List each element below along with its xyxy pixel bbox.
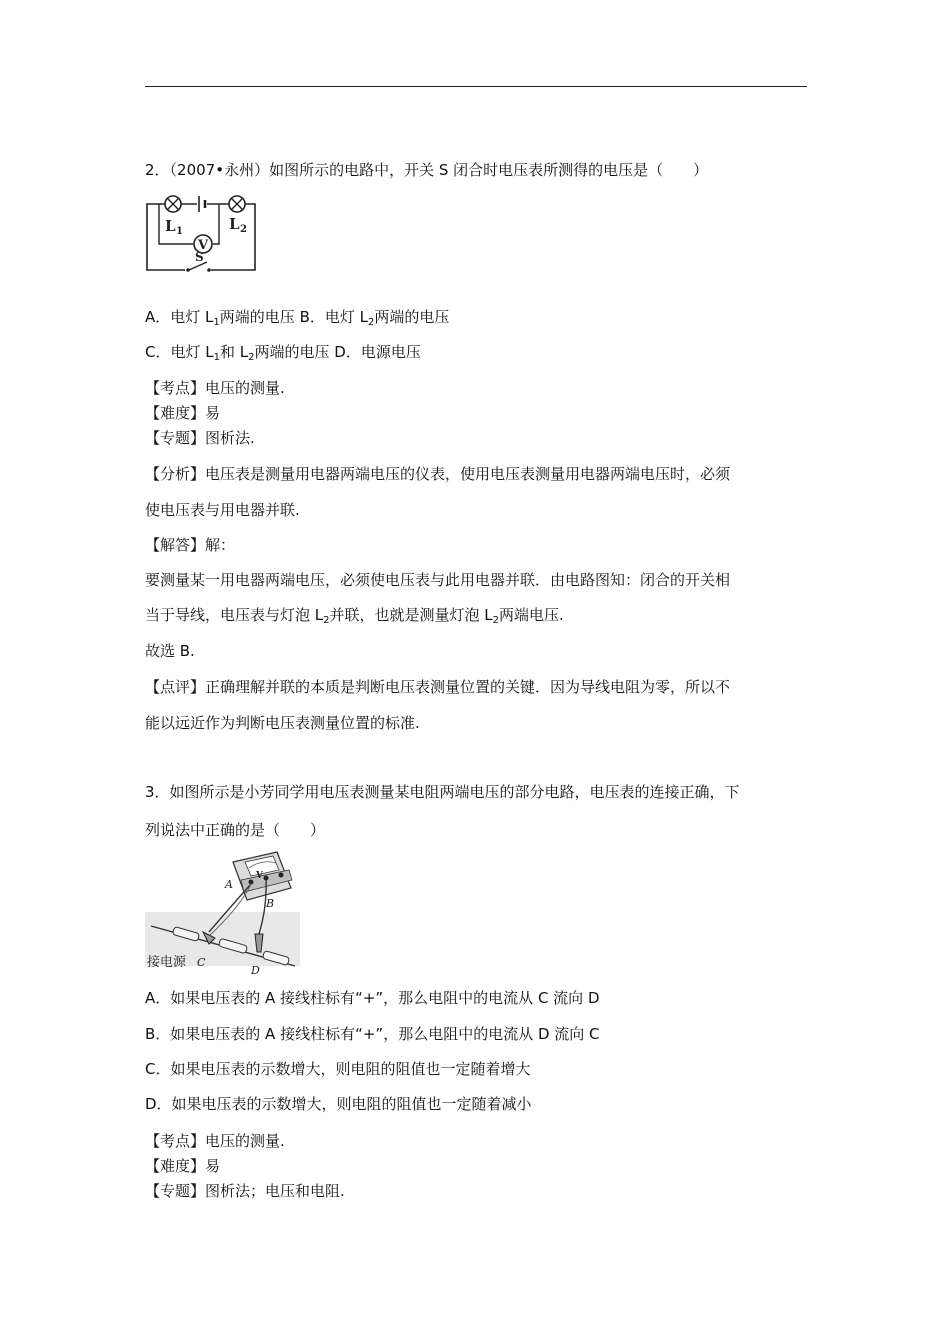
q2-option-c: C．电灯 $L_1$和 $L_2$两端的电压 (145, 343, 330, 363)
q3-stem-line2: 列说法中正确的是（ ） (145, 821, 326, 839)
q3-option-b: B．如果电压表的 A 接线柱标有“+”，那么电阻中的电流从 D 流向 C (145, 1025, 600, 1043)
q3-option-d: D．如果电压表的示数增大，则电阻的阻值也一定随着减小 (145, 1095, 532, 1113)
lamp-l1-icon (165, 196, 181, 212)
q3-stem-line1: 3．如图所示是小芳同学用电压表测量某电阻两端电压的部分电路，电压表的连接正确，下 (145, 783, 740, 801)
q3-zhuanti: 【专题】图析法；电压和电阻. (145, 1182, 345, 1200)
l1-subscript: 1 (176, 226, 183, 237)
q2-kaodian: 【考点】电压的测量. (145, 379, 285, 397)
q2-dianping-line2: 能以远近作为判断电压表测量位置的标准. (145, 714, 420, 732)
q2-choice: 故选 B. (145, 642, 195, 660)
switch-label: S (195, 250, 204, 264)
terminal-a-label: A (225, 878, 233, 891)
q2-fenxi-line2: 使电压表与用电器并联. (145, 501, 300, 519)
header-rule (145, 86, 807, 87)
l1-label: L (165, 217, 176, 235)
q2-jieda: 【解答】解： (145, 536, 236, 554)
battery-icon (197, 196, 207, 212)
q2-circuit-figure (143, 194, 259, 278)
terminal-b-label: B (266, 897, 275, 910)
q2-options-cd (145, 342, 421, 362)
q2-option-b: B．电灯 $L_2$两端的电压 (299, 308, 450, 328)
l2-subscript: 2 (240, 224, 247, 235)
q2-fenxi-line1: 【分析】电压表是测量用电器两端电压的仪表，使用电压表测量用电器两端电压时，必须 (145, 465, 731, 483)
lamp-l2-icon (229, 196, 245, 212)
q2-answer-line2: 当于导线，电压表与灯泡 $L_2$并联，也就是测量灯泡 $L_2$两端电压. (145, 606, 564, 626)
power-label: 接电源 (147, 955, 187, 970)
q3-option-a: A．如果电压表的 A 接线柱标有“+”，那么电阻中的电流从 C 流向 D (145, 989, 600, 1007)
q2-option-d: D．电源电压 (334, 343, 421, 361)
l2-label: L (229, 215, 240, 233)
q3-nandu: 【难度】易 (145, 1157, 221, 1175)
q2-options-ab (145, 307, 449, 327)
q2-answer-line1: 要测量某一用电器两端电压，必须使电压表与此用电器并联．由电路图知：闭合的开关相 (145, 571, 731, 589)
q3-kaodian: 【考点】电压的测量. (145, 1132, 285, 1150)
q3-voltmeter-figure (145, 848, 300, 982)
voltmeter-label: V (197, 238, 209, 253)
point-c-label: C (197, 956, 206, 969)
point-d-label: D (251, 964, 260, 977)
q2-option-a: A．电灯 $L_1$两端的电压 (145, 308, 295, 328)
q3-option-c: C．如果电压表的示数增大，则电阻的阻值也一定随着增大 (145, 1060, 531, 1078)
meter-v-label: V (256, 871, 263, 881)
q2-dianping-line1: 【点评】正确理解并联的本质是判断电压表测量位置的关键．因为导线电阻为零，所以不 (145, 678, 731, 696)
q2-stem: 2．（2007•永州）如图所示的电路中，开关 S 闭合时电压表所测得的电压是（ ） (145, 161, 709, 179)
q2-nandu: 【难度】易 (145, 404, 221, 422)
q2-zhuanti: 【专题】图析法. (145, 429, 255, 447)
